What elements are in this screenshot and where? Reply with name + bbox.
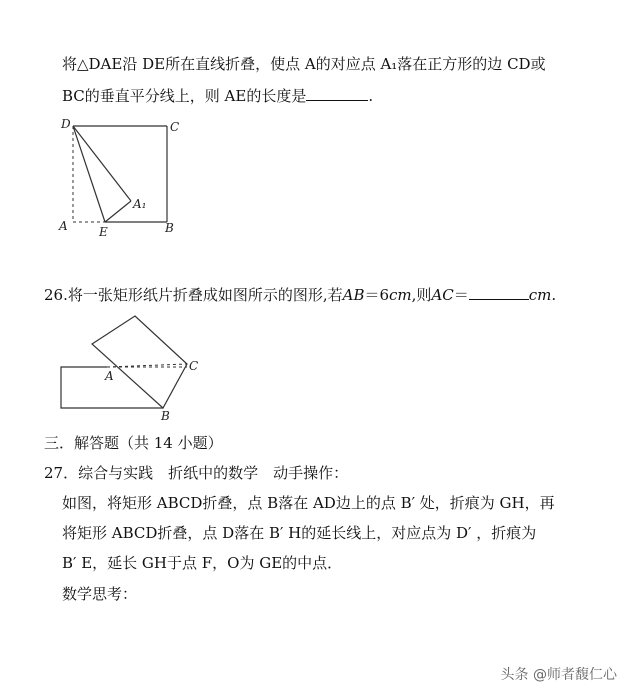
label-a: A xyxy=(59,219,68,233)
label-a: A xyxy=(105,369,114,383)
label-b: B xyxy=(165,221,174,235)
q26-folded-paper-figure xyxy=(55,312,215,422)
q25-square-figure xyxy=(55,112,195,237)
answer-blank[interactable] xyxy=(469,285,529,300)
q26-line: 26.将一张矩形纸片折叠成如图所示的图形,若AB＝6cm,则AC＝ cm. xyxy=(44,286,557,304)
label-d: D xyxy=(61,117,71,131)
label-a1: A₁ xyxy=(133,197,147,211)
watermark: 头条 @师者馥仁心 xyxy=(500,667,617,683)
folded-strip xyxy=(92,316,187,408)
q27-line-1: 如图，将矩形 ABCD折叠，点 B落在 AD边上的点 B′ 处，折痕为 GH，再 xyxy=(62,494,555,512)
section-title: 三．解答题（共 14 小题） xyxy=(44,434,223,452)
q25-line-2: BC的垂直平分线上，则 AE的长度是 . xyxy=(62,87,374,105)
fold-ea1 xyxy=(105,201,131,222)
fold-da1 xyxy=(73,126,131,201)
label-c: C xyxy=(170,120,180,134)
q27-line-3: B′ E，延长 GH于点 F，O为 GE的中点． xyxy=(62,554,343,572)
label-c: C xyxy=(189,359,199,373)
answer-blank[interactable] xyxy=(306,86,368,101)
fold-de xyxy=(73,126,105,222)
q27-line-4: 数学思考： xyxy=(62,585,138,603)
q25-line-1: 将△DAE沿 DE所在直线折叠，使点 A的对应点 A₁落在正方形的边 CD或 xyxy=(62,55,546,73)
label-b: B xyxy=(161,409,170,422)
label-e: E xyxy=(99,225,108,237)
q27-line-2: 将矩形 ABCD折叠，点 D落在 B′ H的延长线上，对应点为 D′ ，折痕为 xyxy=(62,524,537,542)
q27-title: 27．综合与实践 折纸中的数学 动手操作： xyxy=(44,464,349,482)
